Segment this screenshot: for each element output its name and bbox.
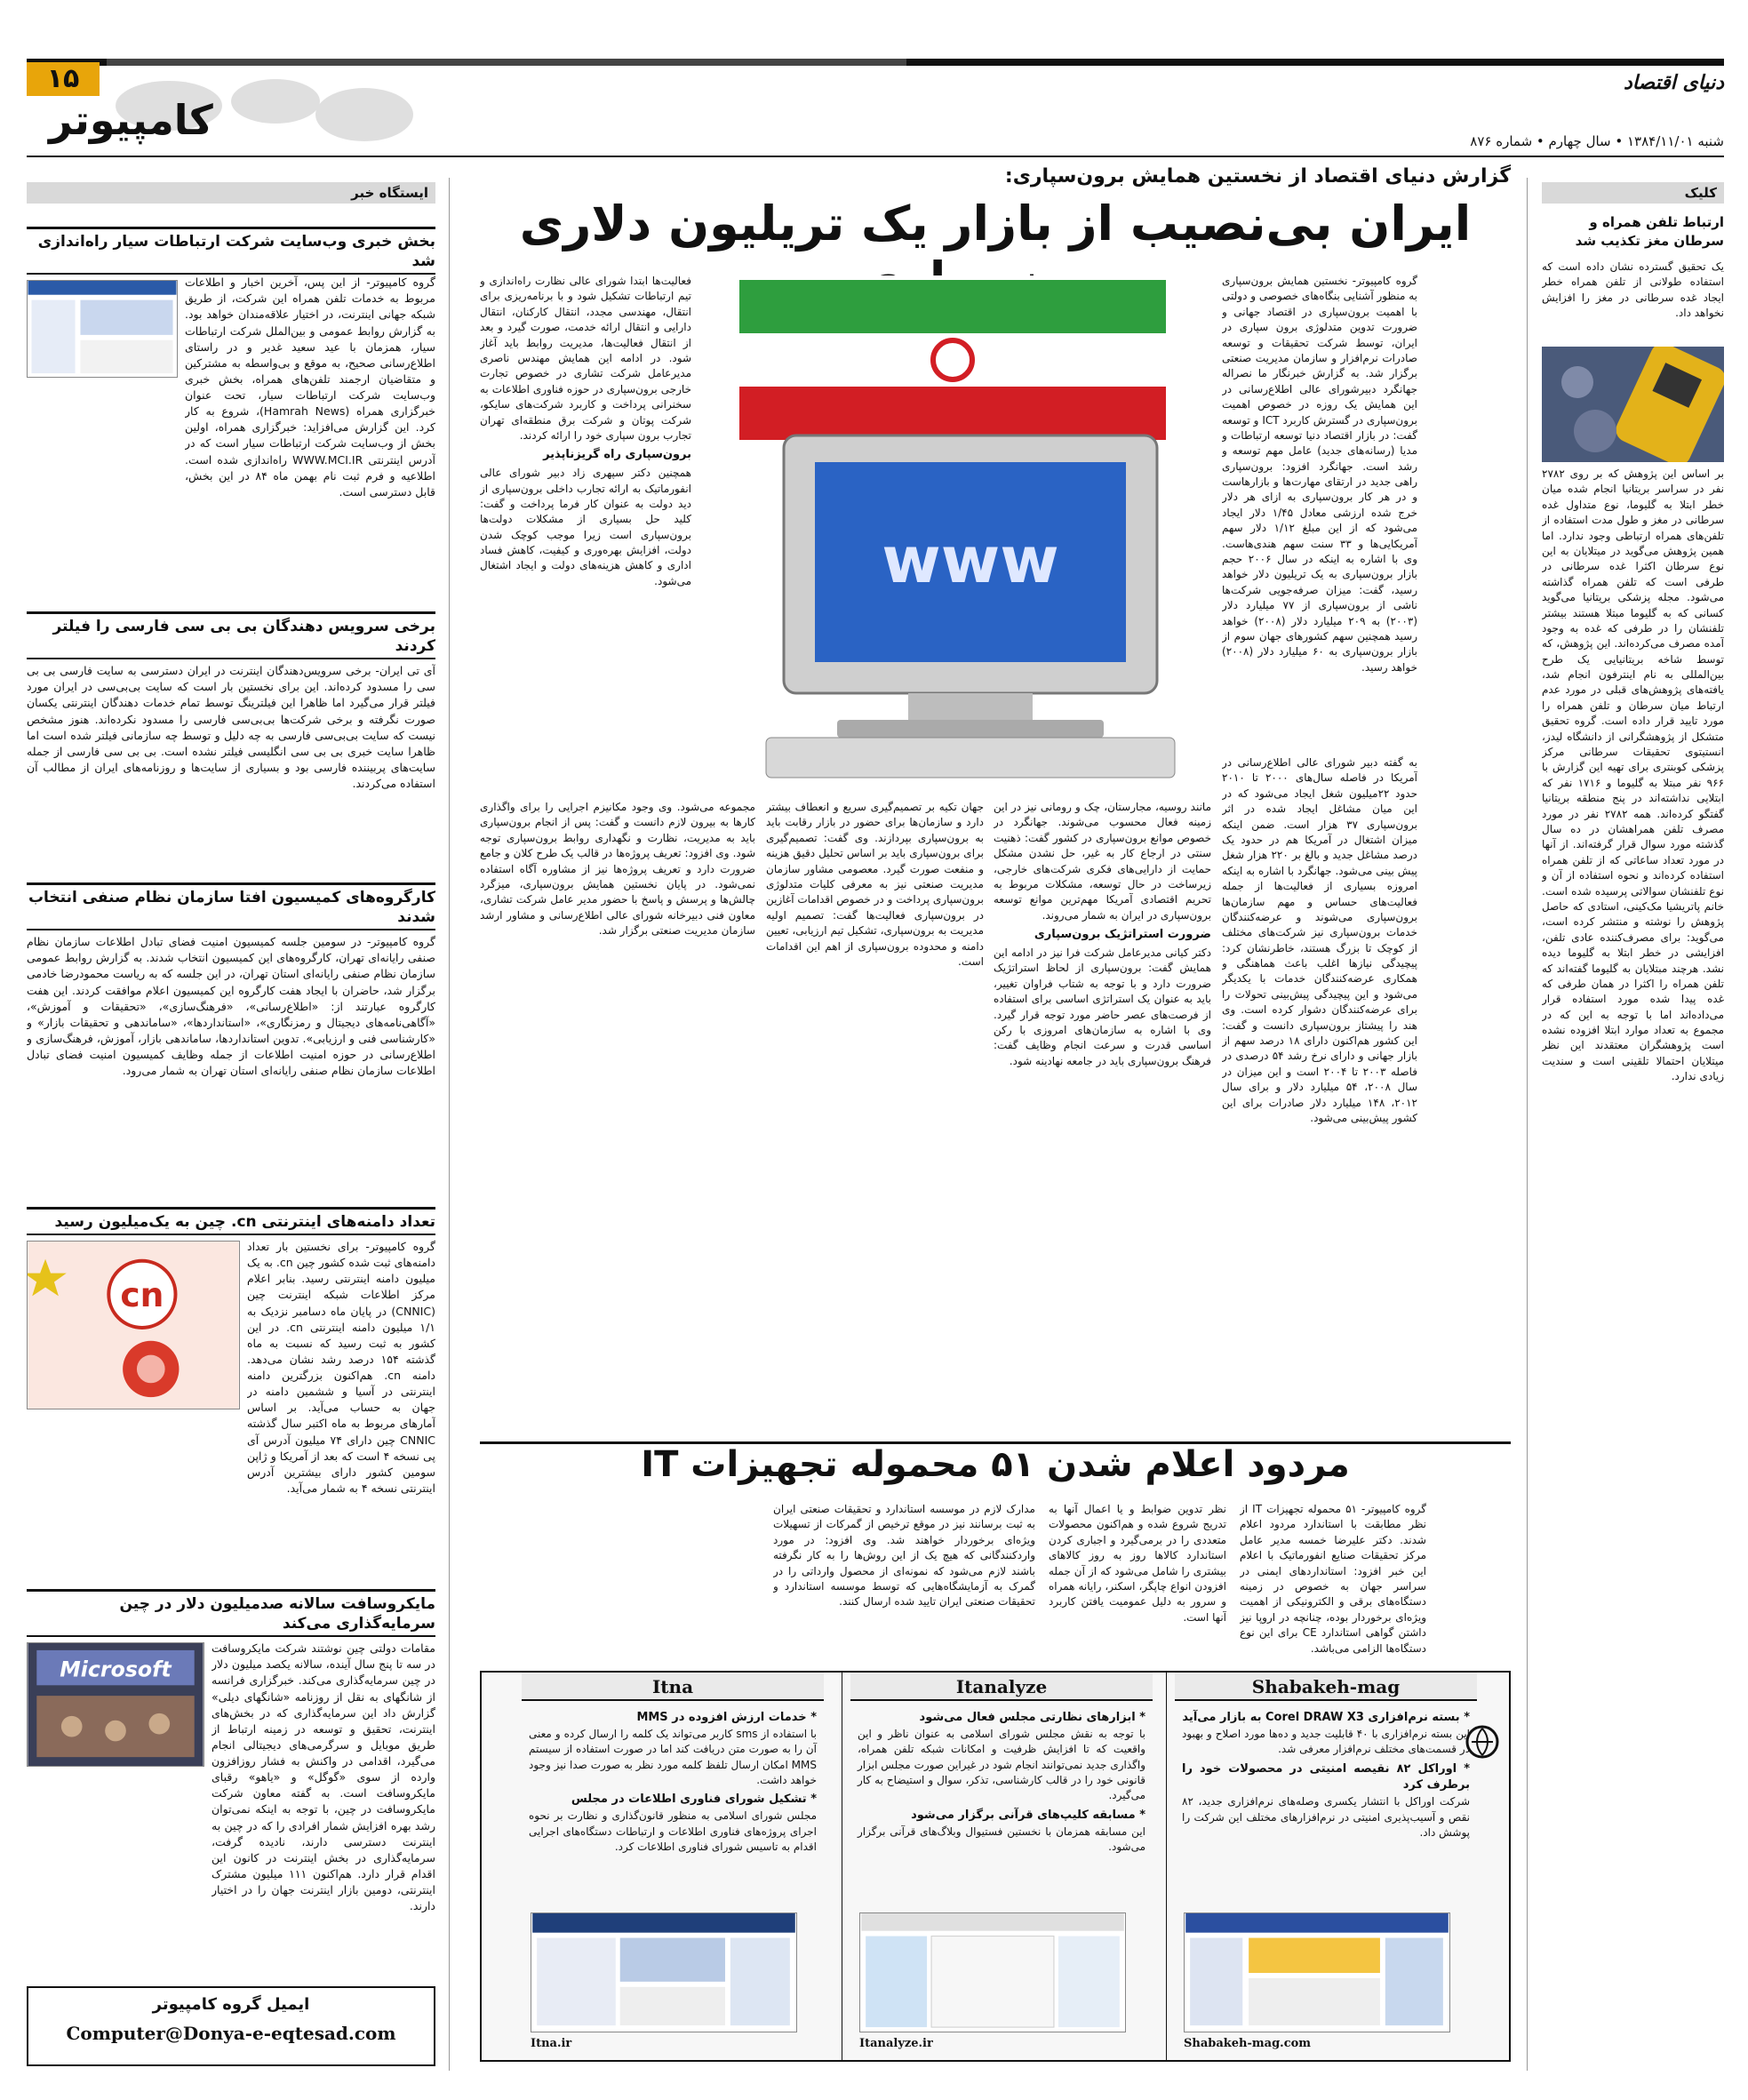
news-title: مایکروسافت سالانه صدمیلیون دلار در چین سرمایه‌گذاری می‌کند <box>27 1594 435 1637</box>
column-divider <box>449 178 450 2071</box>
news-title: برخی سرویس دهندگان بی بی سی فارسی را فیلتر کردند <box>27 617 435 659</box>
site-news-body: این مسابقه همزمان با نخستین فستیوال وبلاگ‌های قرآنی برگزار می‌شود. <box>858 1825 1145 1854</box>
site-screenshot <box>859 1912 1126 2032</box>
site-news-headline: * خدمات ارزش افزوده در MMS <box>636 1711 817 1724</box>
cn-domain-logo-image <box>27 1241 240 1409</box>
section-title: کامپیوتر <box>49 96 213 144</box>
article-column-3 <box>994 800 1211 1440</box>
page-number: ۱۵ <box>27 62 100 96</box>
news-item <box>27 1589 435 1980</box>
right-column-title: ارتباط تلفن همراه و سرطان مغز تکذیب شد <box>1575 214 1724 249</box>
web-section-icon <box>1465 1724 1500 1760</box>
site-news <box>1175 1701 1477 1896</box>
article-headline: ایران بی‌نصیب از بازار یک تریلیون دلاری <box>519 196 1472 252</box>
site-news-body: این بسته نرم‌افزاری با ۴۰ قابلیت جدید و ده‌ها مورد اصلاح و بهبود در قسمت‌های مختلف نرم‌افزار معرفی شد. <box>1182 1727 1470 1756</box>
article-column-4: جهان تکیه بر تصمیم‌گیری سریع و انعطاف بیشتر دارد و سازمان‌ها برای حضور در بازار رقابت باید به برون‌سپاری بپردازند. وی گفت: تصمیم‌گیری برای برون‌سپاری باید بر اساس تحلیل دقیق هزینه و منفعت صورت گیرد. معصومی مشاور سازمان مدیریت صنعتی نیز به معرفی کلیات متدلوژی برون‌سپاری پرداخت و در خصوص اقدامات آغازین در برون‌سپاری فعالیت‌ها گفت: تصمیم اولیه مدیریت به برون‌سپاری، تشکیل تیم ارزیابی، تعیین دامنه و محدوده برون‌سپاری از اهم این اقدامات است. <box>766 801 984 968</box>
it-article-column-2: نظر تدوین ضوابط و یا اعمال آنها به تدریج شروع شده و هم‌اکنون محصولات متعددی را در برمی‌گیرد و اجباری کردن استاندارد کالاها روز به روز کالاهای بیشتری را شامل می‌شود که از آن جمله افزودن انواع چاپگر، اسکنر، رایانه همراه و سرور به دلیل عمومیت یافتن کاربرد آنها است. <box>1049 1503 1226 1624</box>
site-url-link[interactable]: Itanalyze.ir <box>859 2037 933 2050</box>
news-item <box>27 227 435 609</box>
article-paragraph: فعالیت‌ها ابتدا شورای عالی نظارت راه‌اندازی و تیم ارتباطات تشکیل شود و با برنامه‌ریزی برای انتقال، مهندسی مجدد، انتقال کارکنان، انتقال دارایی و انتقال ارائه خدمت، صورت گیرد و بعد از انتقال فعالیت‌ها، مدیریت روابط باید آغاز شود. در ادامه این همایش مهندس ناصری مدیرعامل شرکت تشاری در خصوص تجارت خارجی برون‌سپاری در حوزه فناوری اطلاعات به سخنرانی پرداخت و کاربرد شرکت‌های سایکو، شرکت پوتان و شرکت برق منطقه‌ای تهران تجارب برون سپاری خود را ارائه کردند. <box>480 275 691 442</box>
news-item <box>27 882 435 1202</box>
site-screenshot <box>531 1912 797 2032</box>
article-column-1-continued: به گفته دبیر شورای عالی اطلاع‌رسانی در آمریکا در فاصله سال‌های ۲۰۰۰ تا ۲۰۱۰ حدود ۲۲میلیون شغل ایجاد می‌شود که در این میان مشاغل ایجاد شده در اثر برون‌سپاری ۳۷ هزار است. ضمن اینکه میزان اشتغال در آمریکا هم در حدود یک درصد مشاغل جدید و بالغ بر ۲۲۰ هزار شغل پیش بینی می‌شود. جهانگرد با اشاره به اینکه امروزه بسیاری از فعالیت‌ها از جمله فعالیت‌های حساس و مهم سازمان‌ها برون‌سپاری می‌شوند و عرضه‌کنندگان خدمات برون‌سپاری نیز شرکت‌های مختلف از کوچک تا بزرگ هستند، خاطرنشان کرد: پیچیدگی نیازها اغلب باعث هماهنگی و همکاری عرضه‌کنندگان خدمات با یکدیگر می‌شود و این پیچیدگی پیش‌بینی تحولات را برای عرضه‌کنندگان دشوار کرده است. وی هند را پیشتاز برون‌سپاری دانست و گفت: این کشور هم‌اکنون دارای ۱۸ درصد سهم از بازار جهانی و دارای نرخ رشد ۵۴ درصدی در فاصله ۲۰۰۳ تا ۲۰۰۴ است و این میزان در سال ۲۰۰۸، ۵۴ میلیارد دلار و برای سال ۲۰۱۲، ۱۴۸ میلیارد دلار صادرات برای این کشور پیش‌بینی می‌شود. <box>1222 756 1417 1124</box>
cn-logo-text: cn <box>120 1275 164 1315</box>
news-body: مقامات دولتی چین نوشتند شرکت مایکروسافت در سه تا پنج سال آینده، سالانه یکصد میلیون دلار در چین سرمایه‌گذاری می‌کند. خبرگزاری فرانسه از شانگهای به نقل از روزنامه «شانگهای دیلی» گزارش داد این سرمایه‌گذاری که در بخش‌های اینترنت، تحقیق و توسعه در زمینه ارتباط از طریق موبایل و سرگرمی‌های دیجیتالی انجام می‌گیرد، اقدامی در واکنش به فشار روزافزون وارده از سوی «گوگل» و «یاهو» رقبای مایکروسافت است. به گفته معاون شرکت مایکروسافت در چین، با توجه به اینکه نمی‌توان رشد بهره افزایش شمار افرادی را که در چین به اینترنت دسترسی دارند، نادیده گرفت، سرمایه‌گذاری در بخش اینترنت در کانون این اقدام قرار دارد. هم‌اکنون ۱۱۱ میلیون مشترک اینترنتی، دومین بازار اینترنت جهان را در اختیار دارند. <box>212 1641 435 1913</box>
site-news-body: مجلس شورای اسلامی به منظور قانون‌گذاری و نظارت بر نحوه اجرای پروژه‌های فناوری اطلاعات و ارتباطات دستگاه‌های اجرایی اقدام به تاسیس شورای فناوری اطلاعات کرد. <box>529 1809 817 1854</box>
email-label: ایمیل گروه کامپیوتر <box>152 1995 310 2014</box>
screen-www-text: www <box>882 523 1059 597</box>
header-rule <box>27 156 1724 157</box>
it-article-column-3: مدارک لازم در موسسه استاندارد و تحقیقات صنعتی ایران به ثبت برسانند نیز در موقع ترخیص از گمرکات از تسهیلات ویژه‌ای برخوردار خواهند شد. وی افزود: در مورد واردکنندگانی که هیچ یک از این روش‌ها را به کار نگرفته باشند لازم می‌شود که نمونه‌ای از محصول وارداتی را در گمرک به آزمایشگاه‌هایی که توسط موسسه استاندارد و تحقیقات صنعتی ایران تایید شده ارسال کنند. <box>773 1503 1035 1609</box>
site-news <box>522 1701 824 1896</box>
website-screenshot <box>27 280 178 378</box>
news-body: گروه کامپیوتر- در سومین جلسه کمیسیون امنیت فضای تبادل اطلاعات سازمان نظام صنفی رایانه‌ای تهران، کارگروه‌های این کمیسیون انتخاب شدند. به گزارش روابط عمومی سازمان نظام صنفی رایانه‌ای استان تهران، در این جلسه که به ریاست محمودرضا خادمی برگزار شد، حاضران با ایجاد هفت کارگروه این کمیسیون اعلام موافقت کردند. این هفت کارگروه عبارتند از: «اطلاع‌رسانی»، «فرهنگ‌سازی»، «تحقیقات و آموزش»، «آگاهی‌نامه‌های دیجیتال و رمزنگاری»، «استانداردها»، «ساماندهی و تحقیقات بازار» و «کارشناسی فنی و ارزیابی». تدوین استانداردها، ساماندهی بازار، آموزش، فرهنگ‌سازی و اطلاع‌رسانی در حوزه امنیت اطلاعات از جمله وظایف کمیسیون امنیت فضای تبادل اطلاعات سازمان نظام صنفی رایانه‌ای استان تهران به شمار می‌رود. <box>27 935 435 1078</box>
newspaper-masthead: دنیای اقتصاد <box>1624 71 1724 94</box>
article-subheading: برون‌سپاری راه گریزناپذیر <box>543 448 691 462</box>
site-column-itna <box>522 1673 824 2060</box>
it-article-column-1: گروه کامپیوتر- ۵۱ محموله تجهیزات IT از نظر مطابقت با استاندارد مردود اعلام شدند. دکتر علیرضا خمسه مدیر عامل مرکز تحقیقات صنایع انفورماتیک با اعلام این خبر افزود: استانداردهای ایمنی در سراسر جهان به خصوص در زمینه دستگاه‌های برقی و الکترونیکی از اهمیت ویژه‌ای برخوردار بوده، چنانچه در اروپا نیز داشتن گواهی استاندارد CE برای این نوع دستگاه‌ها الزامی می‌باشد. <box>1240 1503 1426 1655</box>
site-news-headline: * مسابقه کلیپ‌های قرآنی برگزار می‌شود <box>911 1808 1145 1822</box>
site-news-headline: * اوراکل ۸۲ نقیصه امنیتی در محصولات خود را برطرف کرد <box>1182 1761 1470 1793</box>
email-box <box>27 1986 435 2066</box>
site-news-body: شرکت اوراکل با انتشار یکسری وصله‌های نرم‌افزاری جدید، ۸۲ نقص و آسیب‌پذیری امنیتی در نرم‌افزارهای مختلف این شرکت را پوشش داد. <box>1182 1795 1470 1840</box>
news-item <box>27 1207 435 1585</box>
article-paragraph: دکتر کیانی مدیرعامل شرکت فرا نیز در ادامه این همایش گفت: برون‌سپاری از لحاظ استراتژیک ضرورت دارد و با توجه به شتاب فراوان تغییر، باید به عنوان یک استراتژی اساسی برای استفاده از فرصت‌های عصر حاضر مورد توجه قرار گیرد. وی با اشاره به سازمان‌های امروزی با رکن اساسی قدرت و سرعت انجام وظایف گفت: فرهنگ برون‌سپاری باید در جامعه نهادینه شود. <box>994 946 1211 1067</box>
microsoft-sign-text: Microsoft <box>60 1657 172 1682</box>
left-column-head: ایستگاه خبر <box>27 182 435 204</box>
site-column-shabakeh <box>1175 1673 1477 2060</box>
site-url-link[interactable]: Shabakeh-mag.com <box>1184 2037 1312 2050</box>
news-body: آی تی ایران- برخی سرویس‌دهندگان اینترنت در ایران دسترسی به سایت فارسی بی بی سی را مسدود کرده‌اند. این برای نخستین بار است که سایت بی‌بی‌سی در ایران مورد فیلتر قرار می‌گیرد اما ظاهرا این فیلترینگ توسط تمام خدمات دهندگان اینترنتی یکسان صورت نگرفته و برخی شرکت‌ها بی‌بی‌سی فارسی را مسدود نکرده‌اند. هنوز مشخص نیست که سایت بی‌بی‌سی فارسی به چه دلیل و توسط چه سازمانی فیلتر شده است اما ظاهرا سایت خبری بی بی سی انگلیسی فیلتر نشده است. بی بی سی فارسی از جمله سایت‌های پربیننده فارسی بود و بسیاری از سایت‌ها و روزنامه‌های ایران از مطالب آن استفاده می‌کردند. <box>27 664 435 791</box>
news-title: تعداد دامنه‌های اینترنتی cn. چین به یک‌میلیون رسید <box>27 1212 435 1235</box>
site-screenshot <box>1184 1912 1450 2032</box>
it-article-column-4 <box>480 1502 760 1666</box>
site-divider <box>1166 1673 1167 2060</box>
news-title: کارگروه‌های کمیسیون افتا سازمان نظام صنفی انتخاب شدند <box>27 888 435 930</box>
websites-review-box <box>480 1671 1511 2062</box>
top-rule <box>27 59 1724 66</box>
site-news <box>850 1701 1153 1896</box>
site-news-body: با استفاده از sms کاربر می‌تواند یک کلمه را ارسال کرده و معنی آن را به صورت متن دریافت کند اما در صورت استفاده از سیستم MMS امکان ارسال تلفظ کلمه مورد نظر به صورت صدا نیز وجود خواهد داشت. <box>529 1727 818 1787</box>
site-news-headline: * تشکیل شورای فناوری اطلاعات در مجلس <box>571 1793 817 1807</box>
site-news-body: با توجه به نقش مجلس شورای اسلامی به عنوان ناظر و این واقعیت که تا افزایش ظرفیت و امکانات شبکه تلفن همراه، واگذاری جدید نمی‌توانند انجام شود در غیراین صورت مجلس ابزار قانونی خود را در قالب کارشناسی، تذکر، سوال و استیضاح به کار می‌گیرد. <box>858 1727 1145 1802</box>
news-item <box>27 611 435 878</box>
it-article-headline: مردود اعلام شدن ۵۱ محموله تجهیزات IT <box>641 1444 1350 1485</box>
news-title: بخش خبری وب‌سایت شرکت ارتباطات سیار راه‌اندازی شد <box>27 232 435 275</box>
right-column-intro: یک تحقیق گسترده نشان داده است که استفاده طولانی از تلفن همراه خطر ایجاد غده سرطانی در مغز را افزایش نخواهد داد. <box>1542 260 1724 320</box>
site-news-headline: * بسته نرم‌افزاری Corel DRAW X3 به بازار می‌آید <box>1182 1711 1470 1724</box>
article-column-1: گروه کامپیوتر- نخستین همایش برون‌سپاری به منظور آشنایی بنگاه‌های خصوصی و دولتی با اهمیت برون‌سپاری در اقتصاد جهانی و ضرورت تدوین متدلوژی برون سپاری در ایران، توسط شرکت تحقیقات و توسعه صادرات نرم‌افزار و سازمان مدیریت صنعتی برگزار شد. به گزارش خبرنگار ما نصراله جهانگرد دبیرشورای عالی اطلاع‌رسانی در این همایش یک روزه در خصوص اهمیت برون‌سپاری در گسترش کاربرد ICT و توسعه گفت: در بازار اقتصاد دنیا توسعه ارتباطات و مدیا (رسانه‌های جدید) عامل مهم توسعه و رشد است. جهانگرد افزود: برون‌سپاری راهی جدید در ارتقای مهارت‌ها و بازارهاست و در هر کار برون‌سپاری به ازای هر دلار خرج شده ارزشی معادل ۱/۴۵ دلار ایجاد می‌شود که از این مبلغ ۱/۱۲ دلار سهم آمریکایی‌ها و ۳۳ سنت سهم هندی‌هاست. وی با اشاره به اینکه در سال ۲۰۰۶ حجم بازار برون‌سپاری به یک تریلیون دلار خواهد رسید، گفت: میزان صرفه‌جویی شرکت‌ها ناشی از برون‌سپاری از ۷۷ میلیارد دلار (۲۰۰۳) به ۲۰۹ میلیارد دلار (۲۰۰۸) خواهد رسید همچنین سهم کشورهای جهان سوم از بازار برون‌سپاری به ۶۰ میلیارد دلار (۲۰۰۸) خواهد رسید. <box>1222 275 1417 674</box>
article-paragraph: مانند روسیه، مجارستان، چک و رومانی نیز در این زمینه فعال محسوب می‌شوند. جهانگرد در خصوص موانع برون‌سپاری در کشور گفت: ذهنیت سنتی در ارجاع کار به غیر، حل نشدن مشکل حمایت از دارایی‌های فکری شرکت‌های خارجی، زیرساخت در حال توسعه، مشکلات مربوط به تحریم اقتصادی آمریکا مهم‌ترین موانع توسعه برون‌سپاری در ایران به شمار می‌روند. <box>994 801 1211 922</box>
article-paragraph: همچنین دکتر سپهری زاد دبیر شورای عالی انفورماتیک به ارائه تجارب داخلی برون‌سپاری از دید دولت به عنوان کار فرما پرداخت و گفت: کلید حل بسیاری از مشکلات دولت‌ها برون‌سپاری است زیرا موجب کوچک شدن دولت، افزایش بهره‌وری و کیفیت، کاهش فساد اداری و کاهش هزینه‌های دولت و ایجاد اشتغال می‌شود. <box>480 467 691 587</box>
article-subheading: ضرورت استراتژیک برون‌سپاری <box>1034 928 1211 942</box>
article-column-2 <box>480 274 691 771</box>
right-column-body: بر اساس این پژوهش که بر روی ۲۷۸۲ نفر در سراسر بریتانیا انجام شده میان خطر ابتلا به گلیوما، نوع متداول غده سرطانی در مغز و طول مدت استفاده از تلفن‌های همراه ارتباطی وجود ندارد. اما همین پژوهش می‌گوید در میتلایان به این نوع سرطان اکثرا غده سرطانی در طرفی است که تلفن همراه گذاشته می‌شود. مجله پزشکی بریتانیا می‌گوید کسانی که به گلیوما مبتلا هستند بیشتر تلفنشان را در طرفی که غده به وجود آمده مصرف می‌کرده‌اند. این پژوهش، که توسط شاخه بریتانیایی یک طرح بین‌المللی به نام اینترفون انجام شد، یافته‌های پژوهش‌های قبلی در مورد عدم ارتباط میان سرطان و تلفن همراه را مورد تایید قرار داده است. گروه تحقیق متشکل از پژوهشگرانی از دانشگاه لیدز، انستیتوی تحقیقات سرطانی مرکز پزشکی کوبنتری برای تهیه این گزارش با ۹۶۶ نفر مبتلا به گلیوما و ۱۷۱۶ نفر که ابتلایی نداشته‌اند در پنج منطقه بریتانیا گفتگو کرده‌اند. همه ۲۷۸۲ نفر در مورد مصرف تلفن همراهشان در ده سال گذشته مورد سوال قرار گرفته‌اند. از آنها در مورد تعداد ساعاتی که از تلفن همراه استفاده کرده‌اند و نحوه استفاده از آن و نوع تلفنشان سوالاتی پرسیده شده است. خانم پاتریشیا مک‌کینی، استادی که حاصل پژوهش را نوشته و منتشر کرده است، می‌گوید: برای مصرف‌کننده عادی تلفن، افزایشی در خطر ابتلا به گلیوما دیده نشد. هرچند مبتلایان به گلیوما گفته‌اند که تلفن همراه را اکثرا در همان طرفی که غده پیدا شده مورد استفاده قرار می‌داده‌اند اما با توجه به این که در مجموع به تعداد موارد ابتلا افزوده نشده است پژوهشگران معتقدند این نظر میتلایان احتمالا تلقینی است و سندیت زیادی ندارد. <box>1542 467 1724 1083</box>
news-body: گروه کامپیوتر- برای نخستین بار تعداد دامنه‌های ثبت شده کشور چین cn. به یک میلیون دامنه اینترنتی رسید. بنابر اعلام مرکز اطلاعات شبکه اینترنت چین (CNNIC) در پایان ماه دسامبر نزدیک به ۱/۱ میلیون دامنه اینترنتی cn. در این کشور به ثبت رسید که نسبت به ماه گذشته ۱۵۴ درصد رشد نشان می‌دهد. دامنه cn. هم‌اکنون بزرگترین دامنه اینترنتی در آسیا و ششمین دامنه در جهان به حساب می‌آید. بر اساس آمارهای مربوط به ماه اکتبر سال گذشته CNNIC چین دارای ۷۴ میلیون آدرس آی پی نسخه ۴ است که بعد از آمریکا و ژاپن سومین کشور دارای بیشترین آدرس اینترنتی نسخه ۴ به شمار می‌آید. <box>247 1240 435 1495</box>
microsoft-booth-photo <box>27 1642 204 1767</box>
computer-flag-illustration <box>730 275 1215 791</box>
site-title: Shabakeh-mag <box>1175 1673 1477 1701</box>
column-divider <box>1527 178 1528 2071</box>
site-news-headline: * ابزارهای نظارتی مجلس فعال می‌شود <box>919 1711 1145 1724</box>
dateline: شنبه ۱۳۸۴/۱۱/۰۱ • سال چهارم • شماره ۸۷۶ <box>1470 133 1724 149</box>
article-kicker: گزارش دنیای اقتصاد از نخستین همایش برون‌سپاری: <box>1004 165 1511 188</box>
email-link[interactable]: Computer@Donya-e-eqtesad.com <box>66 2023 396 2044</box>
site-title: Itanalyze <box>850 1673 1153 1701</box>
site-url-link[interactable]: Itna.ir <box>531 2037 572 2050</box>
right-column-head: کلیک <box>1542 182 1724 204</box>
site-title: Itna <box>522 1673 824 1701</box>
news-body: گروه کامپیوتر- از این پس، آخرین اخبار و اطلاعات مربوط به خدمات تلفن همراه این شرکت، از طریق شبکه جهانی اینترنت، در اختیار علاقه‌مندان خواهد بود. به گزارش روابط عمومی و بین‌الملل شرکت ارتباطات سیار، همزمان با عید سعید غدیر و در راستای اطلاع‌رسانی صحیح، به موقع و بی‌واسطه به مشترکین و متقاضیان ارجمند تلفن‌های همراه، بخش خبری وب‌سایت شرکت ارتباطات سیار، تحت عنوان خبرگزاری همراه (Hamrah News)، شروع به کار کرد. این گزارش می‌افزاید: خبرگزاری همراه، اولین بخش از وب‌سایت شرکت ارتباطات سیار است که در آدرس اینترنتی WWW.MCI.IR راه‌اندازی شده است. اطلاعیه و فرم ثبت نام بهمن ماه ۸۴ در این بخش، قابل دسترسی است. <box>185 275 435 499</box>
article-column-5: مجموعه می‌شود. وی وجود مکانیزم اجرایی را برای واگذاری کارها به بیرون لازم دانست و گفت: پس از انجام برون‌سپاری باید به مدیریت، نظارت و نگهداری روابط برون‌سپاری توجه شود. وی افزود: تعریف پروژه‌ها در قالب یک طرح کلان و جامع ضرورت دارد و تعریف پروژه‌ها نیز از مشاوره آگاه استفاده نمی‌شود. در پایان نخستین همایش برون‌سپاری، میزگرد چالش‌ها و پرسش و پاسخ با حضور مدیر عامل شرکت تشاری، معاون فنی دبیرخانه شورای عالی اطلاع‌رسانی و مشاور ارشد سازمان مدیریت صنعتی برگزار شد. <box>480 801 755 938</box>
mobile-phone-photo <box>1542 347 1724 462</box>
site-column-itanalyze <box>850 1673 1153 2060</box>
